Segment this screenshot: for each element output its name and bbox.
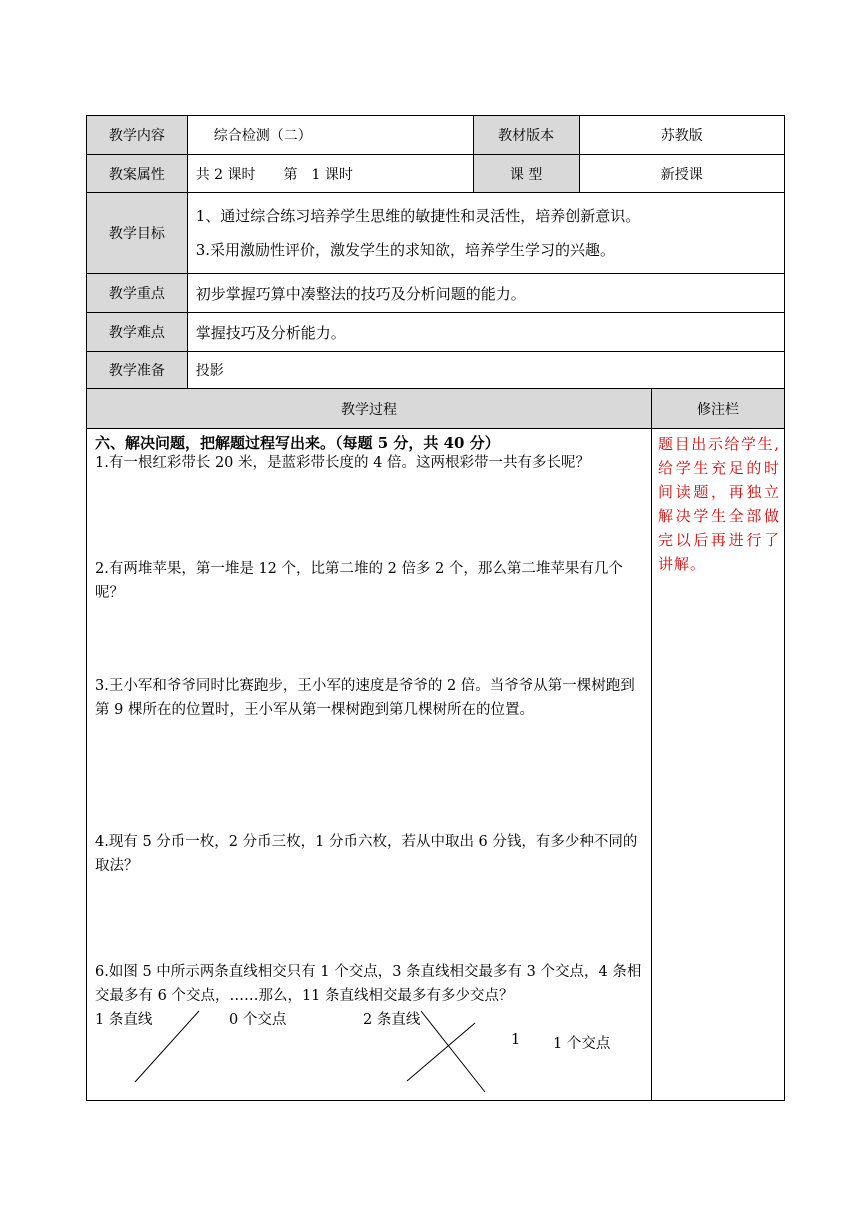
- type-value: 新授课: [579, 155, 784, 193]
- preparation-value: 投影: [187, 352, 784, 389]
- label-zero-points: 0 个交点: [229, 1012, 287, 1028]
- note-content: [652, 429, 785, 1101]
- attr-value: 共 2 课时 第 1 课时: [187, 155, 473, 193]
- attr-label: 教案属性: [87, 155, 188, 193]
- content-label: 教学内容: [87, 116, 188, 155]
- key-point-label: 教学重点: [87, 274, 188, 313]
- question-4: 4.现有 5 分币一枚，2 分币三枚，1 分币六枚，若从中取出 6 分钱，有多少种不同的取法？: [95, 834, 638, 874]
- crossing-line-a: [407, 1023, 475, 1081]
- goal-item-2: 3.采用激励性评价，激发学生的求知欲，培养学生学习的兴趣。: [195, 241, 616, 259]
- section-title: 六、解决问题，把解题过程写出来。（每题 5 分，共 40 分）: [95, 434, 500, 452]
- goals-content: [187, 193, 784, 274]
- question-3: 3.王小军和爷爷同时比赛跑步，王小军的速度是爷爷的 2 倍。当爷爷从第一棵树跑到第 9 棵所在的位置时，王小军从第一棵树跑到第几棵树所在的位置。: [95, 678, 635, 718]
- edition-label: 教材版本: [473, 116, 579, 155]
- row-preparation: [87, 352, 785, 389]
- intersecting-lines-figure: [87, 429, 647, 1100]
- row-difficulty: [87, 313, 785, 352]
- row-key-point: [87, 274, 785, 313]
- preparation-label: 教学准备: [87, 352, 188, 389]
- label-one-line: 1 条直线: [95, 1012, 153, 1028]
- edition-value: 苏教版: [579, 116, 784, 155]
- teacher-note: 题目出示给学生,给学生充足的时间读题，再独立解决学生全部做完以后再进行了讲解。: [658, 435, 780, 573]
- question-6: 6.如图 5 中所示两条直线相交只有 1 个交点，3 条直线相交最多有 3 个交点，4 条相交最多有 6 个交点，……那么，11 条直线相交最多有多少交点？: [95, 964, 642, 1004]
- notes-header: 修注栏: [652, 389, 785, 429]
- row-process-header: [87, 389, 785, 429]
- row-attr: [87, 155, 785, 193]
- lesson-plan-table: [86, 115, 785, 1101]
- goals-label: 教学目标: [87, 193, 188, 274]
- type-label: 课 型: [473, 155, 579, 193]
- single-line: [135, 1011, 199, 1082]
- difficulty-label: 教学难点: [87, 313, 188, 352]
- label-one: 1: [511, 1032, 521, 1048]
- row-goals: [87, 193, 785, 274]
- question-1: 1.有一根红彩带长 20 米，是蓝彩带长度的 4 倍。这两根彩带一共有多长呢？: [95, 455, 590, 471]
- difficulty-value: 掌握技巧及分析能力。: [187, 313, 784, 352]
- process-content: [87, 429, 652, 1101]
- label-one-point: 1 个交点: [553, 1036, 611, 1052]
- process-header: 教学过程: [87, 389, 652, 429]
- row-process: [87, 429, 785, 1101]
- crossing-line-b: [421, 1011, 485, 1092]
- question-2: 2.有两堆苹果，第一堆是 12 个，比第二堆的 2 倍多 2 个，那么第二堆苹果有几个呢？: [95, 561, 623, 601]
- key-point-value: 初步掌握巧算中凑整法的技巧及分析问题的能力。: [187, 274, 784, 313]
- content-value: 综合检测（二）: [187, 116, 473, 155]
- label-two-lines: 2 条直线: [363, 1012, 421, 1028]
- goal-item-1: 1、通过综合练习培养学生思维的敏捷性和灵活性，培养创新意识。: [195, 207, 641, 225]
- row-content: [87, 116, 785, 155]
